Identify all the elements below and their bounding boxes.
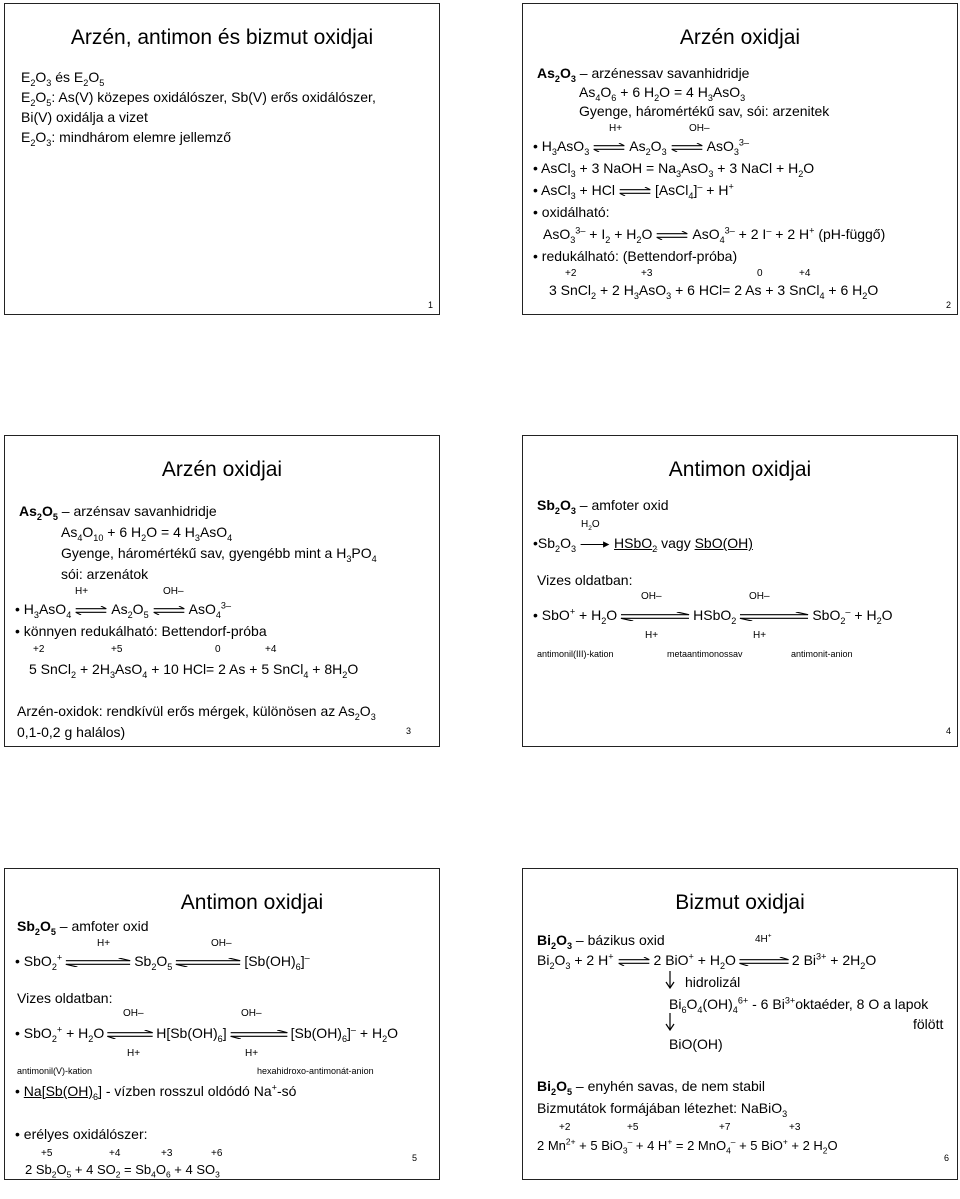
ox-state-label: +6 — [211, 1148, 223, 1159]
slide-6 — [522, 868, 958, 1180]
slide-3-line-1: $As_2O_5$ – arzénsav savanhidridje — [19, 503, 217, 522]
slide-4-line-3: $•Sb_2O_3$ HSbO$_2$ vagy SbO(OH) — [533, 535, 753, 554]
slide-2-line-12: 3 SnCl$_2$ + 2 $H_3AsO_3 + 6$ HCl= 2 As + 3 SnCl$_4$ + 6 $H_2O$ — [549, 282, 879, 301]
slide-2-line-10: • redukálható: (Bettendorf-próba) — [533, 248, 738, 264]
slide-4-line-4: Vizes oldatban: — [537, 572, 633, 588]
slide-5-label-oh: OH– — [211, 938, 232, 949]
slide-5-label-oh: OH– — [241, 1008, 262, 1019]
slide-4-label-oh: OH– — [641, 591, 662, 602]
slide-4-label-species: metaantimonossav — [667, 649, 743, 659]
ox-state-label: +5 — [111, 644, 123, 655]
ox-state-label: +2 — [565, 268, 577, 279]
slide-1-line-1: $E_2O_3$ és $E_2O_5$ — [21, 69, 105, 88]
slide-5 — [4, 868, 440, 1180]
slide-2-label-oh: OH– — [689, 123, 710, 134]
slide-2-line-8: • oxidálható: — [533, 204, 610, 220]
slide-3-line-11: 0,1-0,2 g halálos) — [17, 724, 126, 740]
slide-2-line-9: $AsO_3^{3-} + I_2 + H_2O$ AsO$_4^{3-}$ + 2 I– + 2 H+ (pH-függő) — [543, 225, 886, 245]
slide-1 — [4, 3, 440, 315]
slide-4-label-h: H+ — [753, 630, 767, 641]
ox-state-label: +4 — [799, 268, 811, 279]
slide-4-label-h2o: $H_2O$ — [581, 519, 600, 532]
slide-5-line-1: $Sb_2O_5$ – amfoter oxid — [17, 918, 149, 937]
slide-5-line-3: • SbO$_2$+ $Sb_2O_5$ $[Sb(OH)_6]^-$ — [15, 952, 310, 972]
slide-1-line-2: $E_2O_5$: As(V) közepes oxidálószer, Sb(V) erős oxidálószer, — [21, 89, 376, 108]
slide-5-label-oh: OH– — [123, 1008, 144, 1019]
slide-2-line-1: $As_2O_3$ – arzénessav savanhidridje — [537, 65, 750, 84]
slide-4-label-oh: OH– — [749, 591, 770, 602]
ox-state-label: +3 — [641, 268, 653, 279]
slide-6-line-3: hidrolizál — [685, 974, 741, 990]
equilibrium-arrow-icon — [64, 958, 132, 967]
equilibrium-arrow-icon — [106, 1030, 154, 1039]
ox-state-label: +3 — [161, 1148, 173, 1159]
slide-4-label-species: antimonil(III)-kation — [537, 649, 614, 659]
down-arrow-icon — [665, 971, 675, 989]
slide-6-label-4h: 4H+ — [755, 932, 772, 945]
slide-2-title: Arzén oxidjai — [679, 26, 801, 49]
equilibrium-arrow-icon — [151, 606, 187, 615]
ox-state-label: +7 — [719, 1122, 731, 1133]
equilibrium-arrow-icon — [619, 612, 691, 621]
slide-6-title: Bizmut oxidjai — [675, 891, 805, 914]
equilibrium-arrow-icon — [73, 606, 109, 615]
slide-5-label-h: H+ — [97, 938, 111, 949]
equilibrium-arrow-icon — [654, 231, 690, 240]
slide-6-line-2: $Bi_2O_3 + 2$ H+ 2 $BiO^+ + H_2O$ 2 $Bi^{3+} + 2H_2O$ — [537, 951, 877, 971]
ox-state-label: +2 — [33, 644, 45, 655]
slide-number: 2 — [945, 300, 951, 310]
slide-3-line-7: • könnyen redukálható: Bettendorf-próba — [15, 623, 267, 639]
ox-state-label: +5 — [41, 1148, 53, 1159]
slide-5-label-h: H+ — [127, 1048, 141, 1059]
equilibrium-arrow-icon — [174, 958, 242, 967]
slide-6-line-6: BiO(OH) — [669, 1036, 723, 1052]
slide-3-line-2: $As_4O_{10} + 6$ $H_2O = 4$ $H_3AsO_4$ — [61, 524, 233, 543]
ox-state-label: +4 — [109, 1148, 121, 1159]
slide-3-line-4: sói: arzenátok — [61, 566, 149, 582]
slide-3-label-oh: OH– — [163, 586, 184, 597]
ox-state-label: 0 — [215, 644, 221, 655]
slide-1-line-3: Bi(V) oxidálja a vizet — [21, 109, 148, 125]
equilibrium-arrow-icon — [738, 612, 810, 621]
slide-number: 6 — [943, 1153, 949, 1163]
slide-2-line-2: $As_4O_6 + 6$ $H_2O = 4$ $H_3AsO_3$ — [579, 84, 746, 103]
equilibrium-arrow-icon — [617, 187, 653, 196]
slide-4-label-species: antimonit-anion — [791, 649, 853, 659]
reaction-arrow-icon — [578, 540, 612, 549]
ox-state-label: 0 — [757, 268, 763, 279]
slide-2-line-3: Gyenge, háromértékű sav, sói: arzenitek — [579, 103, 830, 119]
ox-state-label: +4 — [265, 644, 277, 655]
slide-3-line-9: 5 SnCl$_2$ + $2H_3AsO_4 + 10$ HCl= 2 As + 5 SnCl$_4$ + $8H_2O$ — [29, 661, 359, 680]
slide-5-line-4: Vizes oldatban: — [17, 990, 113, 1006]
slide-number: 4 — [945, 726, 951, 736]
slide-5-label-species: hexahidroxo-antimonát-anion — [257, 1066, 374, 1076]
equilibrium-arrow-icon — [669, 143, 705, 152]
slide-6-line-1: $Bi_2O_3$ – bázikus oxid — [537, 932, 665, 951]
slide-5-line-10: • erélyes oxidálószer: — [15, 1126, 148, 1142]
slide-6-line-7: $Bi_2O_5$ – enyhén savas, de nem stabil — [537, 1078, 766, 1097]
slide-2-line-6: • AsCl$_3$ + 3 NaOH = $Na_3AsO_3 + 3$ NaCl + $H_2O$ — [533, 160, 815, 179]
slide-3 — [4, 435, 440, 747]
slide-5-line-6: • $SbO_2^+ + H_2O$ $H[Sb(OH)_6] [Sb(OH)_6]^- + H_2O$ — [15, 1024, 399, 1044]
ox-state-label: +3 — [789, 1122, 801, 1133]
slide-6-line-4: $Bi_6O_4(OH)_4^{6+} - 6$ $Bi^{3+}oktaéder$, 8 O a lapok — [669, 995, 929, 1015]
slide-3-title: Arzén oxidjai — [161, 458, 283, 481]
slide-4-label-h: H+ — [645, 630, 659, 641]
equilibrium-arrow-icon — [616, 957, 652, 966]
slide-1-line-4: $E_2O_3$: mindhárom elemre jellemző — [21, 129, 232, 148]
slide-2 — [522, 3, 958, 315]
slide-5-label-h: H+ — [245, 1048, 259, 1059]
slide-5-line-9: • $Na[Sb(OH)_6]$ - vízben rosszul oldódó Na+-só — [15, 1082, 297, 1102]
slide-4-title: Antimon oxidjai — [668, 458, 812, 481]
slide-number: 3 — [405, 726, 411, 736]
equilibrium-arrow-icon — [229, 1030, 289, 1039]
down-arrow-icon — [665, 1013, 675, 1031]
ox-state-label: +2 — [559, 1122, 571, 1133]
slide-2-line-5: • $H_3AsO_3$ $As_2O_3$ AsO$_3^{3-}$ — [533, 137, 750, 157]
slide-3-line-10: Arzén-oxidok: rendkívül erős mérgek, különösen az $As_2O_3$ — [17, 703, 376, 722]
slide-2-label-h: H+ — [609, 123, 623, 134]
equilibrium-arrow-icon — [738, 957, 790, 966]
slide-6-line-5: fölött — [913, 1016, 944, 1032]
slide-3-label-h: H+ — [75, 586, 89, 597]
ox-state-label: +5 — [627, 1122, 639, 1133]
slide-5-title: Antimon oxidjai — [180, 891, 324, 914]
slide-4-line-6: • $SbO^+ + H_2O$ HSbO$_2$ $SbO_2^- + H_2O$ — [533, 606, 893, 626]
slide-number: 1 — [427, 300, 433, 310]
slide-4-line-1: $Sb_2O_3$ – amfoter oxid — [537, 497, 669, 516]
slide-5-line-12: 2 $Sb_2O_5 + 4$ $SO_2 = Sb_4O_6 + 4$ $SO_3$ — [25, 1162, 220, 1180]
slide-3-line-3: Gyenge, háromértékű sav, gyengébb mint a $H_3PO_4$ — [61, 545, 377, 564]
slide-5-label-species: antimonil(V)-kation — [17, 1066, 93, 1076]
slide-6-line-8: Bizmutátok formájában létezhet: NaBiO$_3$ — [537, 1100, 788, 1119]
slide-2-line-7: • AsCl$_3$ + HCl [AsCl$_4$]– + H+ — [533, 181, 734, 201]
slide-6-line-10: 2 $Mn^{2+} + 5$ BiO$_3$– + 4 H+ = 2 MnO$_4$– + 5 BiO+ + 2 $H_2O$ — [537, 1136, 838, 1156]
slide-number: 5 — [411, 1153, 417, 1163]
slide-1-title: Arzén, antimon és bizmut oxidjai — [70, 26, 374, 49]
equilibrium-arrow-icon — [591, 143, 627, 152]
slide-3-line-6: • $H_3AsO_4$ $As_2O_5$ AsO$_4^{3-}$ — [15, 600, 232, 620]
slide-4 — [522, 435, 958, 747]
